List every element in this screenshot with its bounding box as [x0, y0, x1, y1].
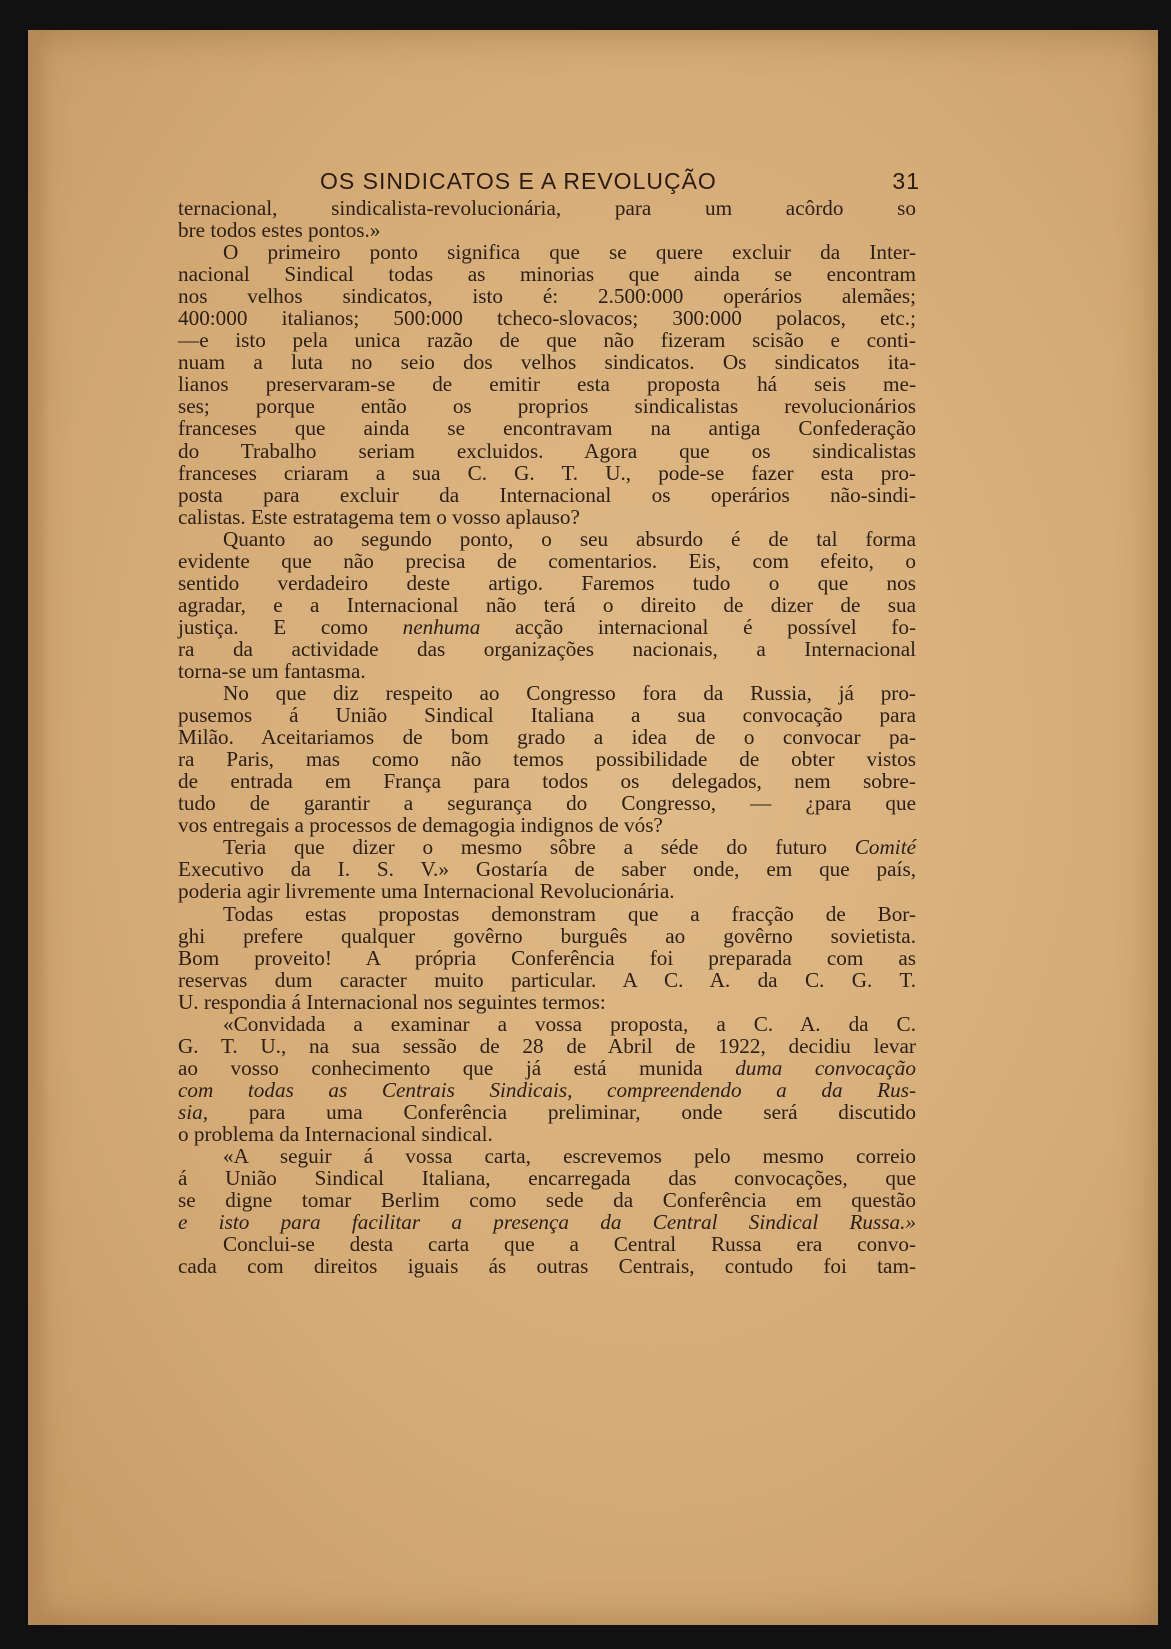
text-line: tudo de garantir a segurança do Congresso, — ¿para que [178, 791, 916, 816]
text-line: ternacional, sindicalista-revolucionária, para um acôrdo so [178, 196, 916, 220]
text-line: agradar, e a Internacional não terá o direito de dizer de sua [178, 592, 916, 617]
text-line-with-italic: justiça. E como nenhuma acção internacional é possível fo- [178, 614, 916, 639]
text-line: evidente que não precisa de comentarios. Eis, com efeito, o [178, 548, 916, 573]
page-number: 31 [892, 168, 920, 194]
text-line: calistas. Este estratagema tem o vosso aplauso? [178, 504, 580, 529]
text-line: ghi prefere qualquer govêrno burguês ao govêrno sovietista. [178, 923, 916, 948]
text-line-with-italic: sia, para uma Conferência preliminar, onde será discutido [178, 1099, 916, 1124]
text-line-italic [178, 1079, 916, 1101]
text-line-with-italic: Teria que dizer o mesmo sôbre a séde do futuro Comité [223, 835, 916, 860]
text-line: se digne tomar Berlim como sede da Conferência em questão [178, 1188, 916, 1213]
text-line: de entrada em França para todos os delegados, nem sobre- [178, 769, 916, 794]
page-gutter-shadow [28, 30, 50, 1625]
text-line: «Convidada a examinar a vossa proposta, a C. A. da C. [223, 1011, 916, 1036]
text-line: «A seguir á vossa carta, escrevemos pelo mesmo correio [223, 1144, 916, 1169]
text-line: franceses criaram a sua C. G. T. U., pode-se fazer esta pro- [178, 460, 916, 485]
text-line: O primeiro ponto significa que se quere excluir da Inter- [223, 240, 916, 265]
text-line: Quanto ao segundo ponto, o seu absurdo é de tal forma [223, 526, 916, 551]
text-line: —e isto pela unica razão de que não fizeram scisão e conti- [178, 328, 916, 353]
text-line: á União Sindical Italiana, encarregada das convocações, que [178, 1166, 916, 1191]
text-line: franceses que ainda se encontravam na antiga Confederação [178, 416, 916, 441]
text-line: pusemos á União Sindical Italiana a sua convocação para [178, 703, 916, 728]
text-line: nacional Sindical todas as minorias que ainda se encontram [178, 262, 916, 287]
italic-phrase: e isto para facilitar a presença da Central Sindical Russa.» [178, 1210, 916, 1235]
text-line: o problema da Internacional sindical. [178, 1121, 493, 1146]
italic-phrase: duma convocação [735, 1055, 916, 1080]
text-line: do Trabalho seriam excluidos. Agora que os sindicalistas [178, 438, 916, 463]
italic-phrase: com todas as Centrais Sindicais, compreendendo a da Rus- [178, 1077, 916, 1102]
italic-word: nenhuma [402, 614, 481, 639]
italic-word: sia, [178, 1099, 209, 1124]
text-line: U. respondia á Internacional nos seguintes termos: [178, 989, 606, 1014]
text-line: bre todos estes pontos.» [178, 218, 381, 243]
text-line: Executivo da I. S. V.» Gostaría de saber onde, em que país, [178, 857, 916, 882]
text-line: cada com direitos iguais ás outras Centrais, contudo foi tam- [178, 1254, 916, 1279]
text-line: vos entregais a processos de demagogia indignos de vós? [178, 813, 663, 838]
text-line: G. T. U., na sua sessão de 28 de Abril de 1922, decidiu levar [178, 1033, 916, 1058]
text-line: reservas dum caracter muito particular. A C. A. da C. G. T. [178, 967, 916, 992]
text-line: torna-se um fantasma. [178, 658, 366, 683]
text-line: nos velhos sindicatos, isto é: 2.500:000 operários alemães; [178, 284, 916, 309]
italic-word: Comité [854, 835, 916, 860]
text-line: sentido verdadeiro deste artigo. Faremos tudo o que nos [178, 570, 916, 595]
text-line-italic [178, 1211, 916, 1233]
text-line: Bom proveito! A própria Conferência foi preparada com as [178, 945, 916, 970]
running-header [290, 168, 930, 198]
text-line-with-italic: ao vosso conhecimento que já está munida duma convocação [178, 1055, 916, 1080]
text-line: 400:000 italianos; 500:000 tcheco-slovacos; 300:000 polacos, etc.; [178, 306, 916, 331]
text-line: nuam a luta no seio dos velhos sindicatos. Os sindicatos ita- [178, 350, 916, 375]
running-title: OS SINDICATOS E A REVOLUÇÃO [320, 168, 717, 194]
text-line: posta para excluir da Internacional os operários não-sindi- [178, 482, 916, 507]
text-line: ra Paris, mas como não temos possibilidade de obter vistos [178, 747, 916, 772]
text-line: Milão. Aceitariamos de bom grado a idea de o convocar pa- [178, 725, 916, 750]
body-text [178, 197, 916, 1277]
text-line: No que diz respeito ao Congresso fora da Russia, já pro- [223, 681, 916, 706]
text-line: lianos preservaram-se de emitir esta proposta há seis me- [178, 372, 916, 397]
text-line: ra da actividade das organizações nacionais, a Internacional [178, 636, 916, 661]
text-line: poderia agir livremente uma Internacional Revolucionária. [178, 879, 675, 904]
text-line: Conclui-se desta carta que a Central Russa era convo- [223, 1232, 916, 1257]
text-line: Todas estas propostas demonstram que a fracção de Bor- [223, 901, 916, 926]
text-line: ses; porque então os proprios sindicalistas revolucionários [178, 394, 916, 419]
